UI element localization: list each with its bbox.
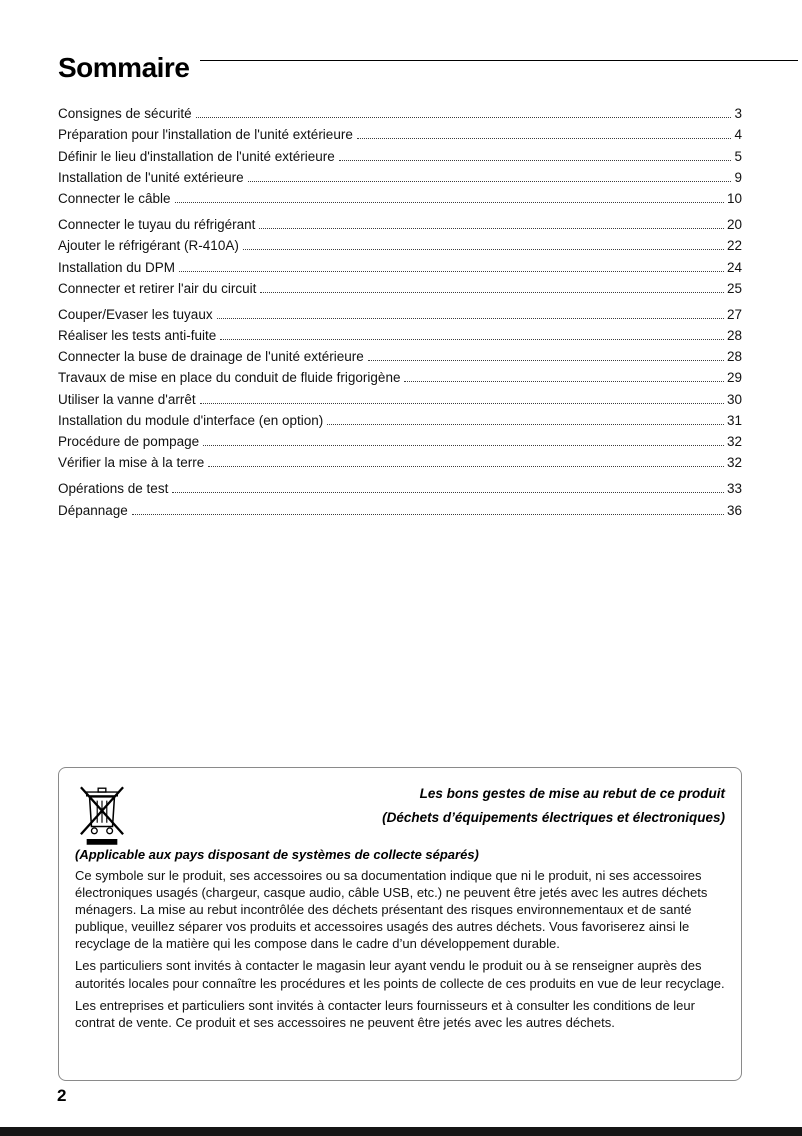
dot-leader	[357, 138, 732, 139]
toc-entry	[58, 121, 742, 142]
dot-leader	[404, 381, 724, 382]
dot-leader	[217, 318, 724, 319]
dot-leader	[132, 514, 724, 515]
toc-entry-page: 31	[726, 412, 742, 428]
toc-entry	[58, 301, 742, 322]
toc-entry-page: 20	[726, 217, 742, 233]
weee-heading	[75, 782, 725, 831]
page-title: Sommaire	[58, 52, 190, 83]
toc-entry-label: Définir le lieu d'installation de l'unité extérieure	[58, 148, 335, 164]
toc-entry	[58, 142, 742, 163]
toc-entry-label: Installation du module d'interface (en option)	[58, 412, 324, 428]
toc-entry-page: 29	[726, 370, 742, 386]
toc-entry-label: Dépannage	[58, 502, 128, 518]
weee-disposal-notice	[58, 767, 742, 1081]
toc-entry-page: 24	[726, 259, 742, 275]
toc-entry-page: 32	[726, 455, 742, 471]
dot-leader	[243, 249, 724, 250]
toc-entry	[58, 275, 742, 296]
toc-entry	[58, 449, 742, 470]
toc-entry-label: Installation du DPM	[58, 259, 176, 275]
crossed-out-wheelie-bin-icon	[79, 784, 125, 853]
dot-leader	[172, 492, 724, 493]
toc-entry-page: 28	[726, 349, 742, 365]
toc-entry-page: 3	[734, 106, 742, 122]
toc-entry-label: Préparation pour l'installation de l'unité extérieure	[58, 127, 353, 143]
toc-entry	[58, 100, 742, 121]
toc-entry	[58, 496, 742, 517]
dot-leader	[368, 360, 724, 361]
toc-entry-page: 22	[726, 238, 742, 254]
dot-leader	[203, 445, 724, 446]
toc-entry-label: Connecter le câble	[58, 190, 171, 206]
dot-leader	[220, 339, 724, 340]
toc-entry-page: 10	[726, 190, 742, 206]
dot-leader	[339, 160, 732, 161]
dot-leader	[259, 228, 724, 229]
dot-leader	[179, 271, 724, 272]
toc-entry-page: 32	[726, 434, 742, 449]
toc-entry-label: Travaux de mise en place du conduit de fluide frigorigène	[58, 370, 401, 386]
toc-entry	[58, 232, 742, 253]
weee-subheading: (Applicable aux pays disposant de systèmes de collecte séparés)	[75, 846, 479, 862]
toc-entry-label: Procédure de pompage	[58, 434, 200, 449]
toc-entry-page: 9	[734, 169, 742, 185]
page-number: 2	[57, 1086, 67, 1105]
title-rule	[200, 60, 798, 61]
toc-entry-label: Vérifier la mise à la terre	[58, 455, 205, 471]
weee-heading-line2: (Déchets d’équipements électriques et électroniques)	[382, 810, 725, 826]
weee-paragraph-1: Ce symbole sur le produit, ses accessoires ou sa documentation indique que ni le produit, ni ses accessoires électroniques usagés (chargeur, casque audio, câble USB, etc.) ne peuvent être jetés avec les autres déchets ménagers. La mise au rebut incontrôlée des déchets présentant des risques environnementaux et de santé publique, veuillez séparer vos produits et accessoires usagés des autres déchets. Vous favoriserez ainsi le recyclage de la matière qui les compose dans le cadre d’un développement durable.	[75, 867, 708, 952]
toc-entry	[58, 322, 742, 343]
toc-entry-page: 28	[726, 328, 742, 344]
toc-entry-label: Connecter le tuyau du réfrigérant	[58, 217, 256, 233]
weee-paragraph-2: Les particuliers sont invités à contacter le magasin leur ayant vendu le produit ou à se renseigner auprès des autorités locales pour connaître les procédures et les points de collecte de ces produits en vue de leur recyclage.	[75, 958, 725, 991]
toc-entry-label: Installation de l'unité extérieure	[58, 169, 244, 185]
toc-entry-label: Ajouter le réfrigérant (R-410A)	[58, 238, 239, 254]
toc-entry-label: Consignes de sécurité	[58, 106, 192, 122]
toc-entry	[58, 385, 742, 406]
dot-leader	[248, 181, 732, 182]
toc-entry-page: 27	[726, 306, 742, 322]
toc-entry-label: Utiliser la vanne d'arrêt	[58, 391, 196, 407]
dot-leader	[175, 202, 724, 203]
weee-heading-line1: Les bons gestes de mise au rebut de ce produit	[419, 786, 725, 801]
dot-leader	[327, 424, 724, 425]
toc-entry-label: Couper/Evaser les tuyaux	[58, 306, 213, 322]
toc-entry-label: Réaliser les tests anti-fuite	[58, 328, 217, 344]
toc-entry-page: 4	[734, 127, 742, 143]
toc-entry	[58, 364, 742, 385]
toc-entry	[58, 343, 742, 364]
toc-entry-label: Opérations de test	[58, 481, 169, 497]
toc-entry-label: Connecter et retirer l'air du circuit	[58, 280, 257, 296]
toc-entry-page: 33	[726, 481, 742, 497]
toc-entry-label: Connecter la buse de drainage de l'unité extérieure	[58, 349, 364, 365]
footer-bar	[0, 1127, 802, 1136]
weee-paragraph-3: Les entreprises et particuliers sont invités à contacter leurs fournisseurs et à consulter les conditions de leur contrat de vente. Ce produit et ses accessoires ne peuvent être jetés avec les autres déchets.	[75, 997, 695, 1030]
toc-entry-page: 30	[726, 391, 742, 407]
toc-entry-page: 5	[734, 148, 742, 164]
table-of-contents	[58, 100, 742, 518]
toc-entry	[58, 407, 742, 428]
toc-entry	[58, 428, 742, 449]
toc-entry	[58, 475, 742, 496]
toc-entry	[58, 164, 742, 185]
dot-leader	[200, 403, 724, 404]
toc-entry-page: 25	[726, 280, 742, 296]
toc-entry	[58, 253, 742, 274]
toc-entry	[58, 211, 742, 232]
toc-entry	[58, 185, 742, 206]
dot-leader	[196, 117, 732, 118]
dot-leader	[208, 466, 724, 467]
dot-leader	[260, 292, 724, 293]
toc-entry-page: 36	[726, 502, 742, 518]
